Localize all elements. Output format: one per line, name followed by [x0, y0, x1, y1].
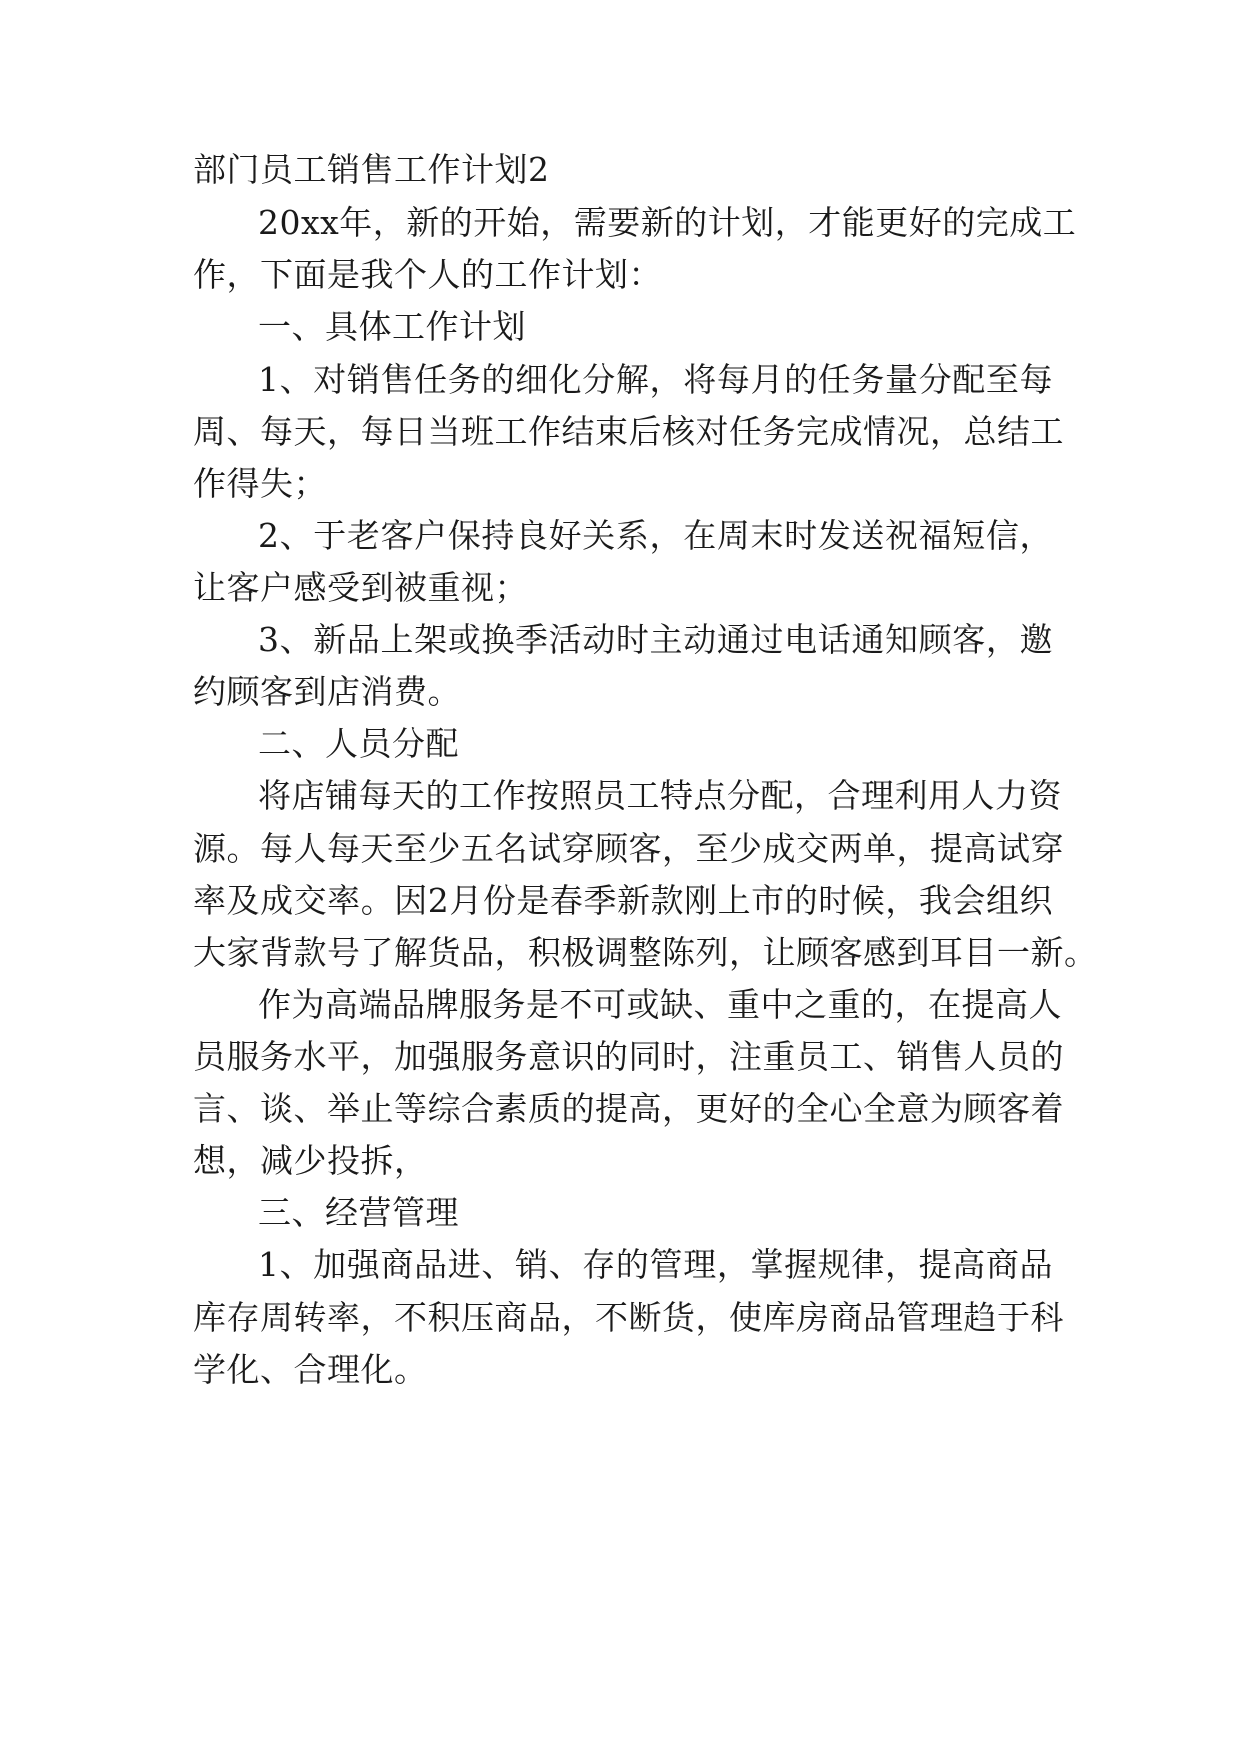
paragraph-line: 作得失；: [193, 464, 327, 503]
document-title: 部门员工销售工作计划2: [193, 150, 550, 189]
paragraph-line: 20xx年，新的开始，需要新的计划，才能更好的完成工: [258, 203, 1077, 242]
paragraph-line: 作，下面是我个人的工作计划：: [193, 255, 662, 294]
paragraph-line: 作为高端品牌服务是不可或缺、重中之重的，在提高人: [258, 985, 1062, 1024]
paragraph-line: 3、新品上架或换季活动时主动通过电话通知顾客，邀: [258, 620, 1053, 659]
paragraph-line: 大家背款号了解货品，积极调整陈列，让顾客感到耳目一新。: [193, 933, 1098, 972]
paragraph-line: 让客户感受到被重视；: [193, 568, 528, 607]
section-heading: 一、具体工作计划: [258, 307, 526, 346]
paragraph-line: 库存周转率，不积压商品，不断货，使库房商品管理趋于科: [193, 1298, 1064, 1337]
paragraph-line: 想，减少投拆，: [193, 1141, 428, 1180]
section-heading: 二、人员分配: [258, 724, 459, 763]
paragraph-line: 源。每人每天至少五名试穿顾客，至少成交两单，提高试穿: [193, 829, 1064, 868]
paragraph-line: 周、每天，每日当班工作结束后核对任务完成情况，总结工: [193, 412, 1064, 451]
paragraph-line: 1、对销售任务的细化分解，将每月的任务量分配至每: [258, 360, 1053, 399]
paragraph-line: 2、于老客户保持良好关系，在周末时发送祝福短信，: [258, 516, 1053, 555]
paragraph-line: 言、谈、举止等综合素质的提高，更好的全心全意为顾客着: [193, 1089, 1064, 1128]
paragraph-line: 员服务水平，加强服务意识的同时，注重员工、销售人员的: [193, 1037, 1064, 1076]
paragraph-line: 约顾客到店消费。: [193, 672, 461, 711]
paragraph-line: 1、加强商品进、销、存的管理，掌握规律，提高商品: [258, 1245, 1053, 1284]
section-heading: 三、经营管理: [258, 1193, 459, 1232]
paragraph-line: 将店铺每天的工作按照员工特点分配，合理利用人力资: [258, 776, 1062, 815]
paragraph-line: 率及成交率。因2月份是春季新款刚上市的时候，我会组织: [193, 881, 1053, 920]
paragraph-line: 学化、合理化。: [193, 1350, 428, 1389]
